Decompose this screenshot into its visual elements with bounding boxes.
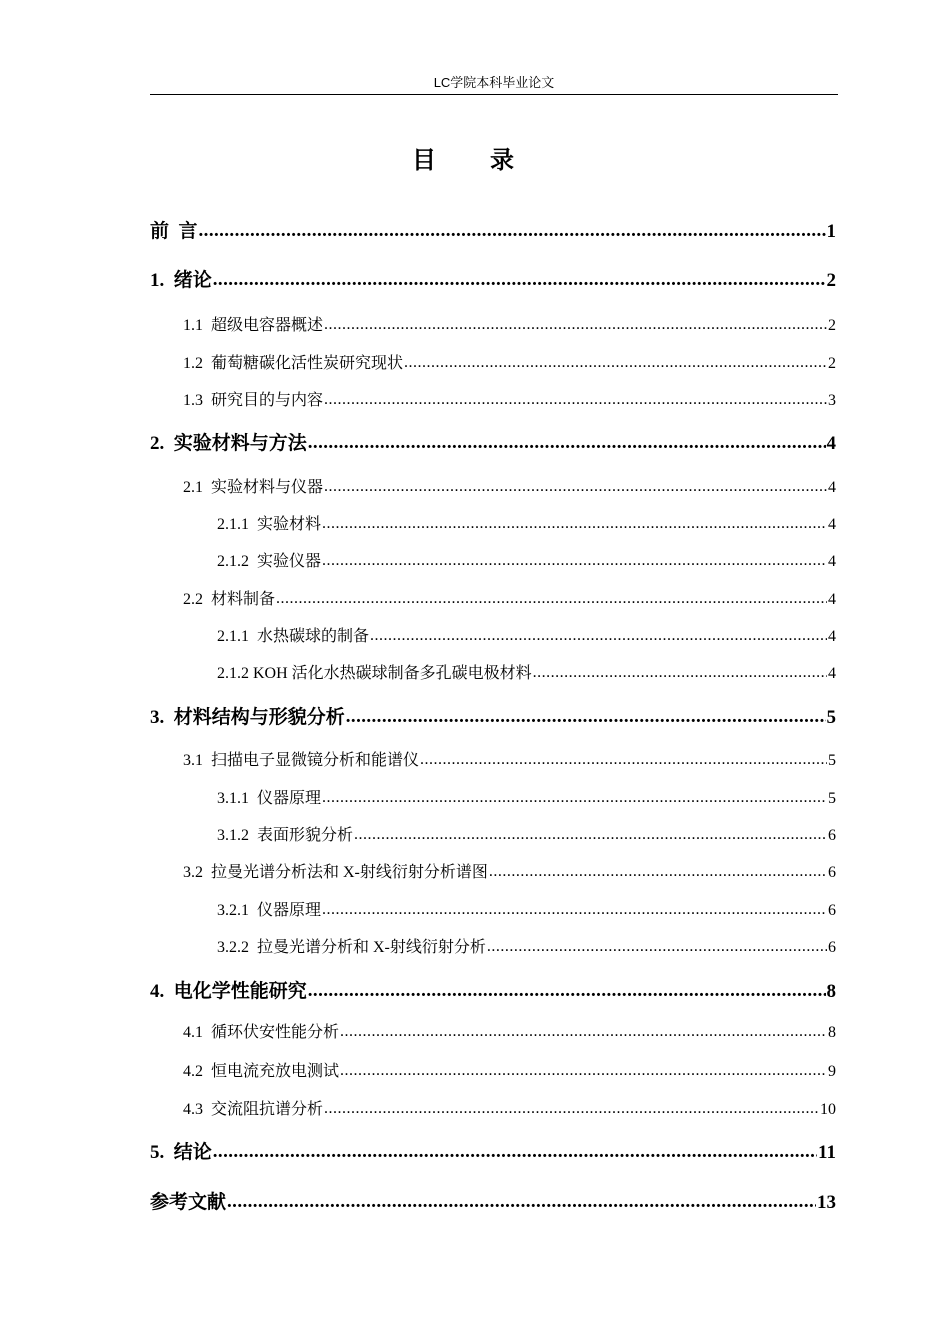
- toc-entry-number: 2.1: [183, 479, 211, 496]
- toc-entry[interactable]: [150, 702, 836, 729]
- toc-leader-dots: [487, 938, 827, 956]
- toc-entry-title: 实验材料: [257, 516, 322, 533]
- toc-leader-dots: [324, 316, 827, 334]
- toc-entry-number: 2.1.2: [217, 665, 253, 682]
- toc-entry-page: 11: [818, 1142, 836, 1163]
- toc-entry-page: 6: [828, 827, 836, 844]
- toc-leader-dots: [340, 1062, 827, 1080]
- page-title: 目 录: [412, 148, 538, 174]
- toc-entry-title: KOH 活化水热碳球制备多孔碳电极材料: [253, 665, 532, 682]
- toc-leader-dots: [322, 552, 827, 570]
- toc-leader-dots: [420, 751, 827, 769]
- toc-entry[interactable]: [150, 1137, 836, 1164]
- toc-entry-number: 2.1.1: [217, 516, 257, 533]
- toc-entry-title: 水热碳球的制备: [257, 628, 370, 645]
- toc-entry-page: 4: [828, 591, 836, 608]
- toc-entry-title: 结论: [173, 1142, 212, 1163]
- toc-leader-dots: [354, 826, 827, 844]
- toc-entry-title: 拉曼光谱分析法和 X-射线衍射分析谱图: [211, 864, 488, 881]
- toc-entry-number: 1.1: [183, 317, 211, 334]
- toc-entry-page: 5: [828, 790, 836, 807]
- toc-entry-number: 2.: [150, 433, 174, 454]
- toc-leader-dots: [324, 391, 827, 409]
- toc-entry-page: 2: [828, 355, 836, 372]
- toc-leader-dots: [322, 901, 827, 919]
- toc-entry-number: 3.2.1: [217, 902, 257, 919]
- toc-entry[interactable]: [217, 660, 836, 683]
- toc-leader-dots: [489, 863, 827, 881]
- toc-entry-page: 4: [828, 479, 836, 496]
- toc-leader-dots: [370, 627, 827, 645]
- toc-entry-number: 4.: [150, 981, 174, 1002]
- toc-entry-number: 4.3: [183, 1101, 211, 1118]
- toc-entry-page: 3: [828, 392, 836, 409]
- toc-entry[interactable]: [217, 785, 836, 808]
- toc-entry-number: 1.2: [183, 355, 211, 372]
- toc-entry-title: 材料制备: [211, 591, 276, 608]
- toc-entry-title: 实验材料与仪器: [211, 479, 324, 496]
- toc-entry[interactable]: [183, 1096, 836, 1119]
- toc-entry-title: 实验仪器: [257, 553, 322, 570]
- toc-leader-dots: [322, 789, 827, 807]
- toc-entry-page: 6: [828, 864, 836, 881]
- toc-entry-title: 拉曼光谱分析和 X-射线衍射分析: [257, 939, 486, 956]
- toc-entry-title: 电化学性能研究: [173, 981, 307, 1002]
- toc-entry-title: 仪器原理: [257, 902, 322, 919]
- toc-entry-title: 扫描电子显微镜分析和能谱仪: [211, 752, 420, 769]
- toc-entry-number: 4.1: [183, 1024, 211, 1041]
- toc-leader-dots: [404, 354, 827, 372]
- toc-entry-title: 材料结构与形貌分析: [173, 707, 345, 728]
- toc-entry-number: 3.1: [183, 752, 211, 769]
- toc-leader-dots: [276, 590, 827, 608]
- toc-leader-dots: [213, 1141, 817, 1163]
- toc-entry-number: 4.2: [183, 1063, 211, 1080]
- toc-entry-number: 5.: [150, 1142, 174, 1163]
- toc-entry-page: 13: [817, 1192, 836, 1213]
- toc-leader-dots: [346, 706, 826, 728]
- toc-entry[interactable]: [183, 312, 836, 335]
- toc-leader-dots: [322, 515, 827, 533]
- toc-entry[interactable]: [150, 1187, 836, 1214]
- toc-entry[interactable]: [150, 216, 836, 243]
- toc-entry-title: 葡萄糖碳化活性炭研究现状: [211, 355, 404, 372]
- toc-leader-dots: [199, 220, 826, 242]
- toc-entry-title: 交流阻抗谱分析: [211, 1101, 324, 1118]
- toc-entry-page: 8: [828, 1024, 836, 1041]
- toc-entry-page: 4: [828, 665, 836, 682]
- toc-entry-number: 3.1.1: [217, 790, 257, 807]
- toc-entry-page: 4: [828, 553, 836, 570]
- toc-entry-number: 2.2: [183, 591, 211, 608]
- toc-entry-title: 恒电流充放电测试: [211, 1063, 340, 1080]
- toc-entry-page: 2: [828, 317, 836, 334]
- toc-entry[interactable]: [150, 976, 836, 1003]
- toc-entry[interactable]: [150, 428, 836, 455]
- toc-leader-dots: [324, 478, 827, 496]
- toc-entry[interactable]: [183, 747, 836, 770]
- toc-entry[interactable]: [183, 1019, 836, 1042]
- toc-entry[interactable]: [217, 934, 836, 957]
- toc-entry-number: 1.3: [183, 392, 211, 409]
- toc-entry-title: 前 言: [150, 221, 198, 242]
- toc-entry[interactable]: [183, 1058, 836, 1081]
- toc-entry-number: 1.: [150, 270, 174, 291]
- toc-entry-page: 6: [828, 902, 836, 919]
- toc-entry-page: 4: [828, 516, 836, 533]
- toc-entry-title: 研究目的与内容: [211, 392, 324, 409]
- toc-entry[interactable]: [217, 548, 836, 571]
- toc-leader-dots: [227, 1191, 816, 1213]
- toc-entry-number: 2.1.2: [217, 553, 257, 570]
- toc-entry-page: 5: [826, 707, 836, 728]
- toc-entry[interactable]: [183, 350, 836, 373]
- toc-entry-title: 绪论: [173, 270, 212, 291]
- toc-entry-page: 5: [828, 752, 836, 769]
- toc-leader-dots: [308, 432, 826, 454]
- toc-entry-title: 参考文献: [150, 1192, 227, 1213]
- toc-entry-page: 8: [826, 981, 836, 1002]
- toc-entry-number: 3.: [150, 707, 174, 728]
- toc-entry-title: 循环伏安性能分析: [211, 1024, 340, 1041]
- toc-entry-number: 2.1.1: [217, 628, 257, 645]
- toc-leader-dots: [533, 664, 827, 682]
- toc-entry[interactable]: [183, 387, 836, 410]
- toc-entry-title: 仪器原理: [257, 790, 322, 807]
- toc-entry-page: 6: [828, 939, 836, 956]
- toc-leader-dots: [340, 1023, 827, 1041]
- toc-entry-page: 4: [826, 433, 836, 454]
- toc-leader-dots: [213, 269, 826, 291]
- toc-entry-page: 10: [820, 1101, 836, 1118]
- toc-leader-dots: [308, 980, 826, 1002]
- toc-entry-title: 超级电容器概述: [211, 317, 324, 334]
- toc-entry-number: 3.2: [183, 864, 211, 881]
- toc-entry-number: 3.1.2: [217, 827, 257, 844]
- toc-entry-page: 4: [828, 628, 836, 645]
- toc-entry[interactable]: [217, 623, 836, 646]
- toc-entry[interactable]: [150, 265, 836, 292]
- toc-entry[interactable]: [217, 897, 836, 920]
- toc-entry[interactable]: [217, 511, 836, 534]
- toc-entry-page: 2: [826, 270, 836, 291]
- toc-entry-page: 9: [828, 1063, 836, 1080]
- toc-entry-page: 1: [826, 221, 836, 242]
- toc-entry-number: 3.2.2: [217, 939, 257, 956]
- toc-entry[interactable]: [183, 586, 836, 609]
- toc-entry[interactable]: [217, 822, 836, 845]
- toc-entry[interactable]: [183, 474, 836, 497]
- toc-entry-title: 表面形貌分析: [257, 827, 354, 844]
- toc-entry-title: 实验材料与方法: [173, 433, 307, 454]
- running-header: LC学院本科毕业论文: [150, 72, 838, 95]
- toc-leader-dots: [324, 1100, 819, 1118]
- toc-entry[interactable]: [183, 859, 836, 882]
